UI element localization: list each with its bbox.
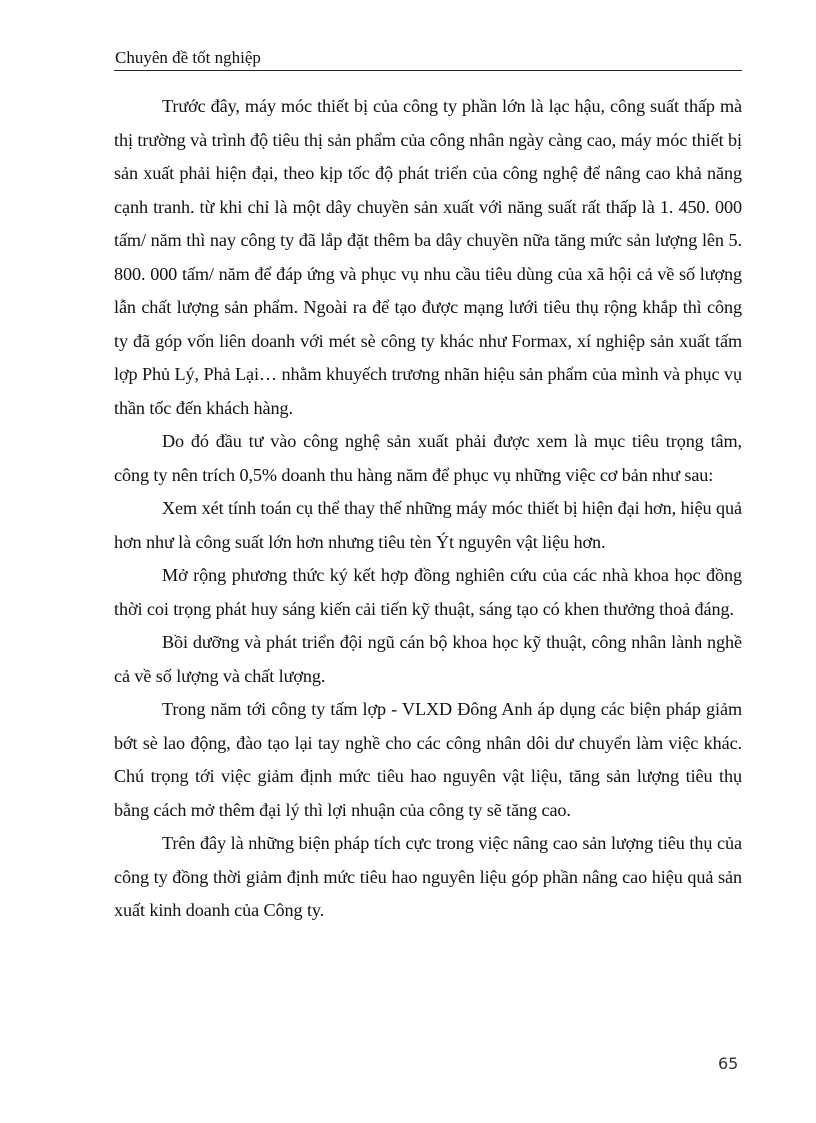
header-title: Chuyên đề tốt nghiệp [115,48,261,67]
paragraph-research-contracts: Mở rộng phương thức ký kết hợp đồng nghiên cứu của các nhà khoa học đồng thời coi trọng phát huy sáng kiến cải tiến kỹ thuật, sáng tạo có khen thưởng thoả đáng. [114,565,742,619]
paragraph-next-year-plan: Trong năm tới công ty tấm lợp - VLXD Đông Anh áp dụng các biện pháp giảm bớt sè lao động, đào tạo lại tay nghề cho các công nhân dôi dư chuyển làm việc khác. Chú trọng tới việc giảm định mức tiêu hao nguyên vật liệu, tăng sản lượng tiêu thụ bằng cách mở thêm đại lý thì lợi nhuận của công ty sẽ tăng cao. [114,699,742,820]
paragraph-investment-focus: Do đó đầu tư vào công nghệ sản xuất phải được xem là mục tiêu trọng tâm, công ty nên trích 0,5% doanh thu hàng năm để phục vụ những việc cơ bản như sau: [114,431,742,485]
paragraph-equipment-replacement: Xem xét tính toán cụ thể thay thế những máy móc thiết bị hiện đại hơn, hiệu quả hơn như là công suất lớn hơn nhưng tiêu tèn Ýt nguyên vật liệu hơn. [114,498,742,552]
page-header [114,48,742,71]
page-number: 65 [718,1054,739,1073]
paragraph-conclusion: Trên đây là những biện pháp tích cực trong việc nâng cao sản lượng tiêu thụ của công ty đồng thời giảm định mức tiêu hao nguyên liệu góp phần nâng cao hiệu quả sản xuất kinh doanh của Công ty. [114,833,742,920]
paragraph-staff-training: Bồi dưỡng và phát triển đội ngũ cán bộ khoa học kỹ thuật, công nhân lành nghề cả về số lượng và chất lượng. [114,632,742,686]
paragraph-technology-upgrade: Trước đây, máy móc thiết bị của công ty phần lớn là lạc hậu, công suất thấp mà thị trường và trình độ tiêu thị sản phẩm của công nhân ngày càng cao, máy móc thiết bị sản xuất phải hiện đại, theo kịp tốc độ phát triển của công nghệ để nâng cao khả năng cạnh tranh. từ khi chỉ là một dây chuyền sản xuất với năng suất rất thấp là 1. 450. 000 tấm/ năm thì nay công ty đã lắp đặt thêm ba dây chuyền nữa tăng mức sản lượng lên 5. 800. 000 tấm/ năm để đáp ứng và phục vụ nhu cầu tiêu dùng của xã hội cả về số lượng lẫn chất lượng sản phẩm. Ngoài ra để tạo được mạng lưới tiêu thụ rộng khắp thì công ty đã góp vốn liên doanh với mét sè công ty khác như Formax, xí nghiệp sản xuất tấm lợp Phủ Lý, Phả Lại… nhằm khuyếch trương nhãn hiệu sản phẩm của mình và phục vụ thần tốc đến khách hàng. [114,96,742,418]
document-body [114,90,742,928]
